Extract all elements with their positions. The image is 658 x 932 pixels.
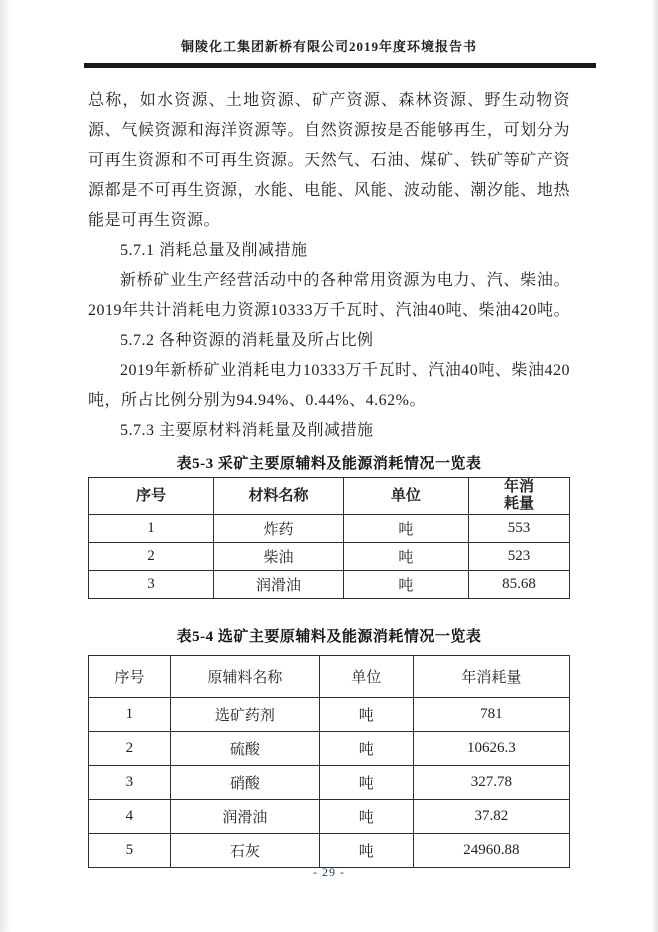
section-heading-5-7-2: 5.7.2 各种资源的消耗量及所占比例 (120, 332, 374, 349)
table-cell: 柴油 (214, 543, 344, 571)
table-cell: 吨 (343, 543, 468, 571)
table-row (89, 766, 570, 800)
table-cell: 4 (89, 800, 171, 834)
scan-shading-right (649, 0, 658, 932)
table-cell: 吨 (343, 571, 468, 599)
column-header: 原辅料名称 (170, 656, 319, 698)
table-cell: 吨 (319, 800, 413, 834)
table-cell: 吨 (319, 698, 413, 732)
table-cell: 3 (89, 766, 171, 800)
table-cell: 2 (89, 543, 214, 571)
table-cell: 硝酸 (170, 766, 319, 800)
table-5-4-caption: 表5-4 选矿主要原辅料及能源消耗情况一览表 (176, 629, 482, 645)
body-paragraph-resources: 总称，如水资源、土地资源、矿产资源、森林资源、野生动物资源、气候资源和海洋资源等。自然资源按是否能够再生，可划分为可再生资源和不可再生资源。天然气、石油、煤矿、铁矿等矿产资源都是不可再生资源，水能、电能、风能、波动能、潮汐能、地热能是可再生资源。 (88, 92, 570, 229)
table-row (89, 543, 570, 571)
section-heading-5-7-3: 5.7.3 主要原材料消耗量及削减措施 (120, 422, 374, 439)
table-row (89, 571, 570, 599)
table-row (89, 800, 570, 834)
column-header (468, 478, 569, 515)
table-row (89, 515, 570, 543)
table-cell: 吨 (319, 732, 413, 766)
table-header-row (89, 656, 570, 698)
table-cell: 37.82 (413, 800, 569, 834)
column-header: 年消耗量 (413, 656, 569, 698)
table-cell: 石灰 (170, 834, 319, 868)
column-header: 单位 (319, 656, 413, 698)
table-cell: 85.68 (468, 571, 569, 599)
column-header: 材料名称 (214, 478, 344, 515)
table-row (89, 698, 570, 732)
table-5-3-caption: 表5-3 采矿主要原辅料及能源消耗情况一览表 (176, 456, 482, 472)
table-5-3 (88, 477, 570, 599)
table-cell: 1 (89, 698, 171, 732)
table-cell: 硫酸 (170, 732, 319, 766)
table-cell: 24960.88 (413, 834, 569, 868)
table-cell: 10626.3 (413, 732, 569, 766)
column-header-label: 年消耗量 (503, 479, 534, 512)
table-cell: 553 (468, 515, 569, 543)
document-body (88, 86, 570, 868)
column-header: 序号 (89, 656, 171, 698)
scan-shading-left (0, 0, 14, 932)
table-cell: 3 (89, 571, 214, 599)
body-paragraph-proportions: 2019年新桥矿业消耗电力10333万千瓦时、汽油40吨、柴油420吨，所占比例分别为94.94%、0.44%、4.62%。 (88, 362, 570, 409)
page-number: - 29 - (313, 865, 345, 879)
header-rule (84, 63, 596, 68)
column-header: 序号 (89, 478, 214, 515)
table-header-row (89, 478, 570, 515)
table-cell: 327.78 (413, 766, 569, 800)
table-cell: 吨 (319, 766, 413, 800)
table-row (89, 834, 570, 868)
table-cell: 1 (89, 515, 214, 543)
section-heading-5-7-1: 5.7.1 消耗总量及削减措施 (120, 242, 308, 259)
table-cell: 吨 (343, 515, 468, 543)
table-cell: 781 (413, 698, 569, 732)
table-cell: 5 (89, 834, 171, 868)
table-cell: 2 (89, 732, 171, 766)
page-header (0, 0, 658, 68)
page-footer (0, 865, 658, 880)
table-cell: 吨 (319, 834, 413, 868)
table-cell: 选矿药剂 (170, 698, 319, 732)
table-cell: 523 (468, 543, 569, 571)
body-paragraph-total-consumption: 新桥矿业生产经营活动中的各种常用资源为电力、汽、柴油。2019年共计消耗电力资源10333万千瓦时、汽油40吨、柴油420吨。 (88, 272, 571, 319)
table-cell: 炸药 (214, 515, 344, 543)
table-row (89, 732, 570, 766)
table-cell: 润滑油 (214, 571, 344, 599)
table-cell: 润滑油 (170, 800, 319, 834)
column-header: 单位 (343, 478, 468, 515)
table-5-4 (88, 655, 570, 868)
page-header-title: 铜陵化工集团新桥有限公司2019年度环境报告书 (180, 39, 477, 54)
